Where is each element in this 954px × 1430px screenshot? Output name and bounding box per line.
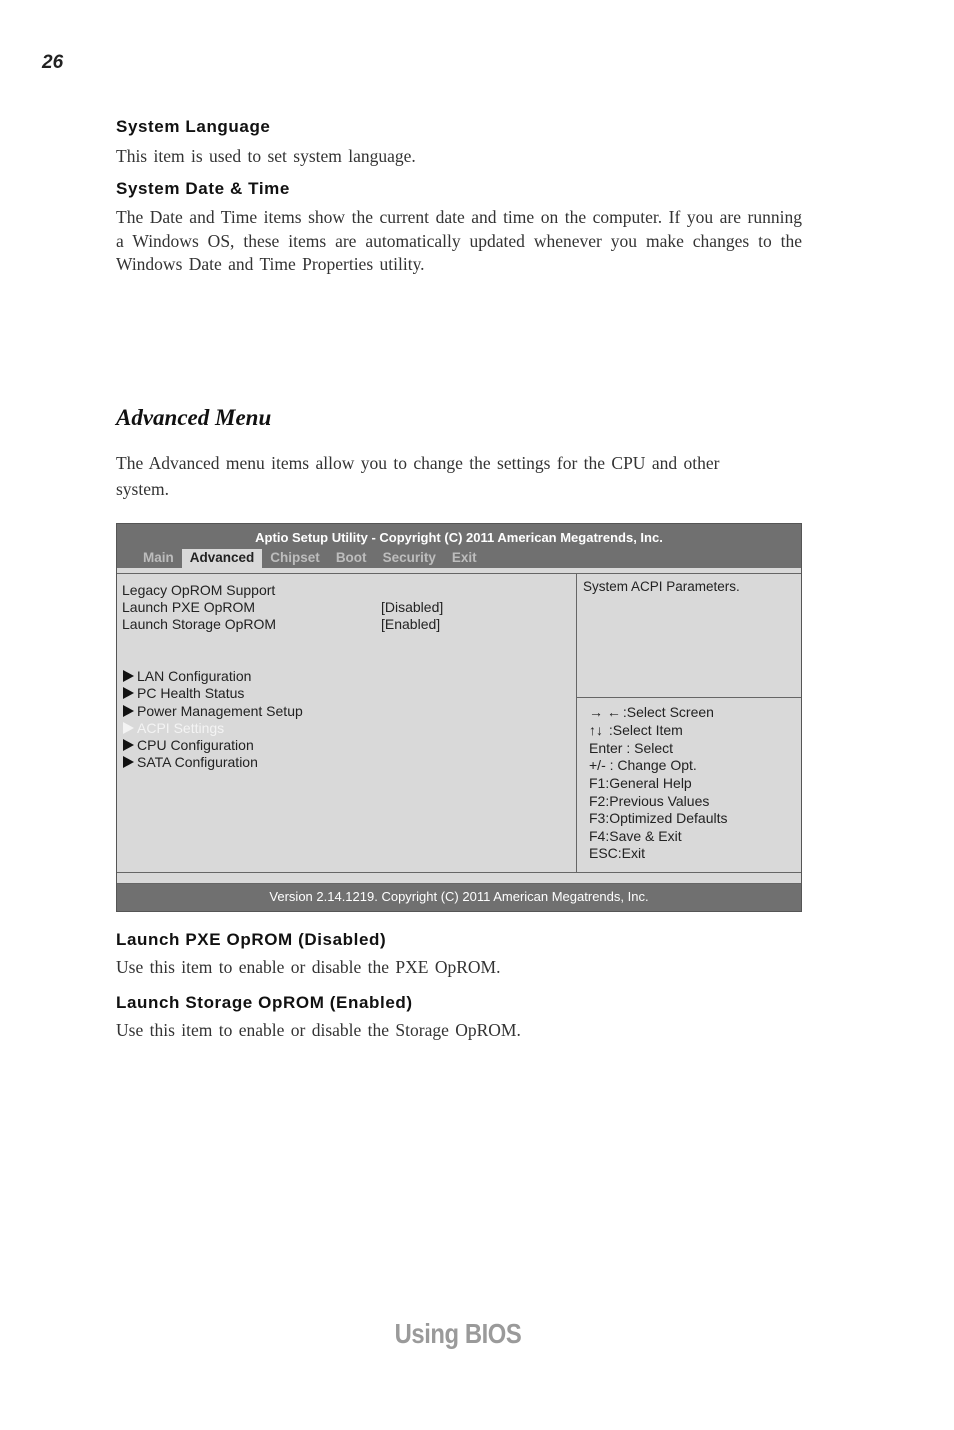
submenu-acpi-settings[interactable]: [123, 720, 224, 736]
option-launch-pxe-oprom[interactable]: Launch PXE OpROM: [122, 599, 256, 615]
launch-storage-body: Use this item to enable or disable the Storage OpROM.: [116, 1020, 521, 1040]
help-text: System ACPI Parameters.: [583, 579, 740, 594]
submenu-label: Power Management Setup: [137, 703, 303, 719]
key-change-opt: +/- : Change Opt.: [589, 757, 697, 773]
bios-title: Aptio Setup Utility - Copyright (C) 2011 American Megatrends, Inc.: [255, 530, 663, 545]
system-language-heading: System Language: [116, 117, 271, 136]
option-legacy-oprom-support[interactable]: Legacy OpROM Support: [122, 582, 276, 598]
system-language-body: This item is used to set system language.: [116, 146, 416, 166]
submenu-label: CPU Configuration: [137, 737, 254, 753]
submenu-power-management-setup[interactable]: [123, 703, 303, 719]
key-previous-values: F2:Previous Values: [589, 793, 710, 809]
bios-tab-bar: [135, 549, 485, 568]
up-down-arrows-icon: ↑↓: [589, 722, 603, 738]
key-select-item: ↑↓ :Select Item: [589, 722, 683, 738]
key-save-exit: F4:Save & Exit: [589, 828, 682, 844]
advanced-menu-body: The Advanced menu items allow you to change the settings for the CPU and other system.: [116, 453, 720, 499]
key-esc-exit: ESC:Exit: [589, 845, 646, 861]
submenu-pc-health-status[interactable]: [123, 685, 244, 701]
settings-panel: [117, 574, 577, 872]
key-general-help: F1:General Help: [589, 775, 692, 791]
system-date-time-heading: System Date & Time: [116, 179, 290, 198]
submenu-label: ACPI Settings: [137, 720, 225, 736]
arrow-right-icon: [123, 705, 134, 717]
option-launch-storage-oprom-value[interactable]: [Enabled]: [381, 616, 441, 632]
footer-title: Using BIOS: [394, 1318, 522, 1349]
arrow-right-icon: [123, 722, 134, 734]
left-right-arrows-icon: → ←: [589, 704, 621, 720]
option-launch-pxe-oprom-value[interactable]: [Disabled]: [381, 599, 444, 615]
launch-storage-heading: Launch Storage OpROM (Enabled): [116, 993, 413, 1012]
page-number: 26: [42, 52, 64, 73]
key-legend: [577, 698, 801, 872]
launch-pxe-heading: Launch PXE OpROM (Disabled): [116, 930, 387, 949]
submenu-label: PC Health Status: [137, 685, 245, 701]
tab-boot[interactable]: Boot: [335, 550, 367, 565]
divider: [117, 872, 801, 884]
arrow-right-icon: [123, 670, 134, 682]
system-date-time-body: The Date and Time items show the current date and time on the computer. If you are running a Windows OS, these items are automatically updated whenever you make changes to the Windows Date and Time Properties utility.: [116, 207, 802, 274]
help-panel: [577, 574, 801, 698]
tab-advanced[interactable]: Advanced: [182, 549, 263, 568]
advanced-menu-title: Advanced Menu: [116, 405, 272, 430]
tab-security[interactable]: Security: [382, 550, 436, 565]
key-optimized-defaults: F3:Optimized Defaults: [589, 810, 728, 826]
key-enter-select: Enter : Select: [589, 740, 674, 756]
submenu-cpu-configuration[interactable]: [123, 737, 254, 753]
arrow-right-icon: [123, 756, 134, 768]
bios-header: [117, 524, 801, 568]
launch-pxe-body: Use this item to enable or disable the PXE OpROM.: [116, 957, 501, 977]
tab-chipset[interactable]: Chipset: [270, 550, 320, 565]
submenu-sata-configuration[interactable]: [123, 754, 258, 770]
tab-exit[interactable]: Exit: [451, 550, 477, 565]
key-select-screen: → ← :Select Screen: [589, 704, 714, 720]
option-launch-storage-oprom[interactable]: Launch Storage OpROM: [122, 616, 277, 632]
submenu-label: LAN Configuration: [137, 668, 252, 684]
arrow-right-icon: [123, 739, 134, 751]
submenu-label: SATA Configuration: [137, 754, 258, 770]
tab-main[interactable]: Main: [143, 550, 174, 565]
submenu-lan-configuration[interactable]: [123, 668, 251, 684]
bios-footer: [117, 884, 801, 911]
bios-version: Version 2.14.1219. Copyright (C) 2011 American Megatrends, Inc.: [269, 889, 649, 904]
arrow-right-icon: [123, 687, 134, 699]
bios-screenshot: [116, 523, 802, 912]
